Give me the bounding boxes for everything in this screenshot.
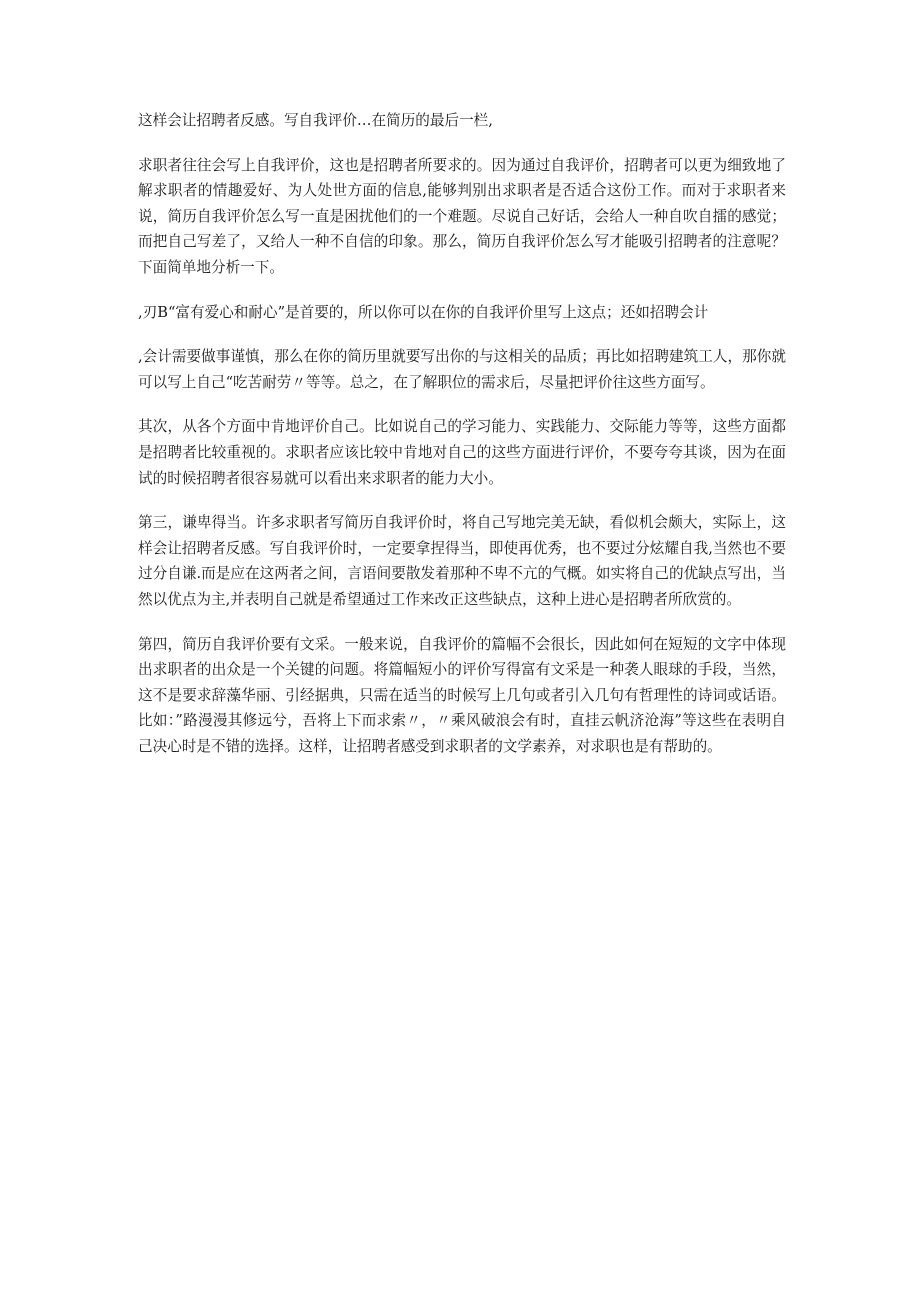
- paragraph-4: ,会计需要做事谨慎，那么在你的简历里就要写出你的与这相关的品质；再比如招聘建筑工人，那你就可以写上自己“吃苦耐劳〃等等。总之，在了解职位的需求后，尽量把评价往这些方面写。: [138, 348, 786, 391]
- paragraph-1: 这样会让招聘者反感。写自我评价…在简历的最后一栏,: [138, 112, 493, 129]
- paragraph-5: 其次，从各个方面中肯地评价自己。比如说自己的学习能力、实践能力、交际能力等等，这些方面都是招聘者比较重视的。求职者应该比较中肯地对自己的这些方面进行评价，不要夸夸其谈，因为在面试的时候招聘者很容易就可以看出来求职者的能力大小。: [138, 418, 786, 487]
- paragraph-6: 第三，谦卑得当。许多求职者写简历自我评价时，将自己写地完美无缺，看似机会颇大，实际上，这样会让招聘者反感。写自我评价时，一定要拿捏得当，即使再优秀，也不要过分炫耀自我,当然也不要过分自谦.而是应在这两者之间，言语间要散发着那种不卑不亢的气概。如实将自己的优缺点写出，当然以优点为主,并表明自己就是希望通过工作来改正这些缺点，这种上进心是招聘者所欣赏的。: [138, 514, 786, 608]
- paragraph-3: ,刃B“富有爱心和耐心”是首要的，所以你可以在你的自我评价里写上这点；还如招聘会计: [138, 303, 709, 321]
- paragraph-7: 第四，简历自我评价要有文采。一般来说，自我评价的篇幅不会很长，因此如何在短短的文字中体现出求职者的出众是一个关键的问题。将篇幅短小的评价写得富有文采是一种袭人眼球的手段，当然，这不是要求辞藻华丽、引经据典，只需在适当的时候写上几句或者引入几句有哲理性的诗词或话语。比如：”路漫漫其修远兮，吾将上下而求索〃，〃乘风破浪会有时，直挂云帆济沧海”等这些在表明自己决心时是不错的选择。这样，让招聘者感受到求职者的文学素养，对求职也是有帮助的。: [138, 635, 786, 755]
- document-body: [138, 108, 786, 778]
- paragraph-2: 求职者往往会写上自我评价，这也是招聘者所要求的。因为通过自我评价，招聘者可以更为细致地了解求职者的情趣爱好、为人处世方面的信息,能够判别出求职者是否适合这份工作。而对于求职者来说，简历自我评价怎么写一直是困扰他们的一个难题。尽说自己好话，会给人一种自吹自擂的感觉；而把自己写差了，又给人一种不自信的印象。那么，简历自我评价怎么写才能吸引招聘者的注意呢？下面简单地分析一下。: [138, 156, 786, 276]
